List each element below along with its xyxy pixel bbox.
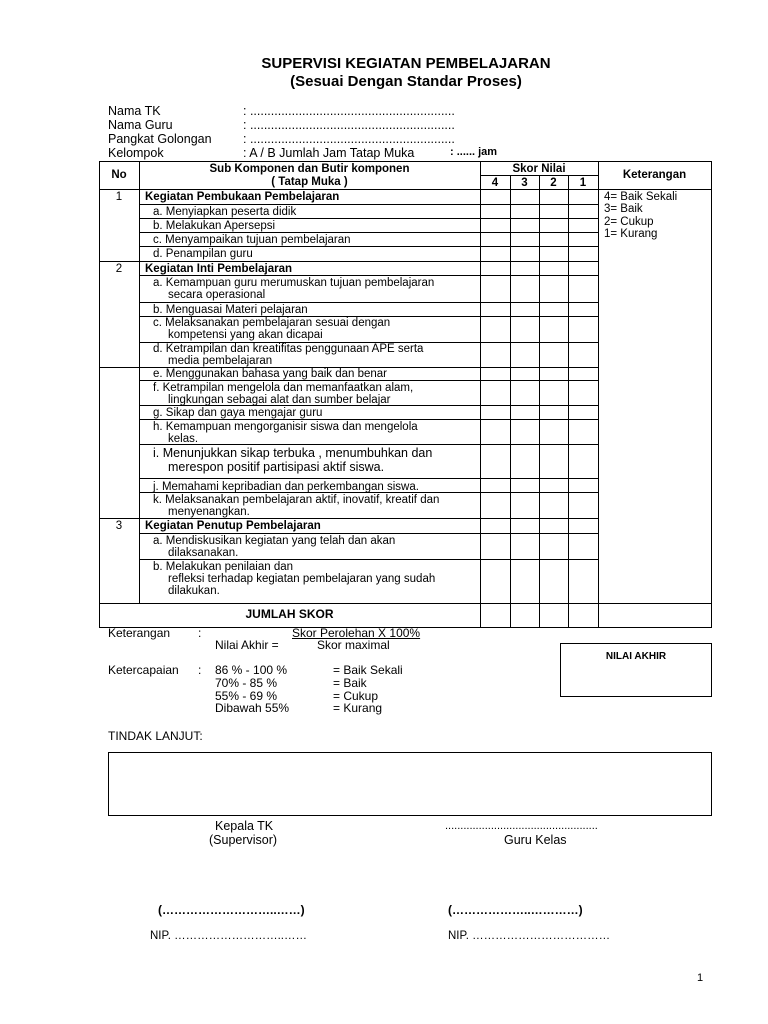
item-2i-line1: i. Menunjukkan sikap terbuka , menumbuhkan dan — [153, 446, 433, 460]
section-no-2: 2 — [115, 263, 123, 275]
item-2k-line2: menyenangkan. — [168, 506, 250, 518]
page-title: SUPERVISI KEGIATAN PEMBELAJARAN — [261, 55, 551, 72]
nilai-akhir-box[interactable] — [560, 643, 712, 697]
header-score-3: 3 — [521, 177, 528, 189]
item-2g: g. Sikap dan gaya mengajar guru — [153, 407, 323, 419]
item-3b-line3: dilakukan. — [168, 585, 220, 597]
header-keterangan: Keterangan — [622, 169, 687, 181]
range-3: Dibawah 55% — [215, 701, 290, 715]
ketercapaian-label: Ketercapaian — [108, 663, 179, 677]
legend-3: 3= Baik — [604, 203, 643, 215]
item-2c-line2: kompetensi yang akan dicapai — [168, 329, 323, 341]
info-value-kelompok: : A / B Jumlah Jam Tatap Muka — [243, 146, 415, 160]
item-2f-line2: lingkungan sebagai alat dan sumber belajar — [168, 394, 391, 406]
info-label-kelompok: Kelompok — [108, 146, 164, 160]
item-3a-line1: a. Mendiskusikan kegiatan yang telah dan akan — [153, 535, 396, 547]
formula-numerator: Skor Perolehan X 100% — [292, 626, 421, 640]
tindak-lanjut-label: TINDAK LANJUT: — [108, 729, 203, 743]
kepala-tk-title: Kepala TK — [215, 819, 274, 833]
legend-2: 2= Cukup — [604, 216, 654, 228]
formula-denominator: Skor maximal — [317, 638, 390, 652]
item-2j: j. Memahami kepribadian dan perkembangan siswa. — [153, 481, 419, 493]
header-sub-komponen: Sub Komponen dan Butir komponen — [209, 163, 410, 175]
item-2b: b. Menguasai Materi pelajaran — [153, 304, 308, 316]
item-2d-line2: media pembelajaran — [168, 355, 273, 367]
keterangan-colon: : — [198, 626, 202, 640]
item-2a-line2: secara operasional — [168, 289, 266, 301]
info-label-nama-tk: Nama TK — [108, 104, 161, 118]
header-score-1: 1 — [579, 177, 587, 189]
item-3b-line1: b. Melakukan penilaian dan — [153, 561, 294, 573]
item-1b: b. Melakukan Apersepsi — [153, 220, 276, 232]
item-2i-line2: merespon positif partisipasi aktif siswa. — [168, 460, 385, 474]
header-score-2: 2 — [550, 177, 557, 189]
item-3b-line2: refleksi terhadap kegiatan pembelajaran yang sudah — [168, 573, 436, 585]
info-label-pangkat: Pangkat Golongan — [108, 132, 212, 146]
item-1c: c. Menyampaikan tujuan pembelajaran — [153, 234, 351, 246]
result-2: = Cukup — [333, 689, 379, 703]
item-1a: a. Menyiapkan peserta didik — [153, 206, 297, 218]
section-title-3: Kegiatan Penutup Pembelajaran — [145, 520, 321, 532]
info-value-nama-tk: : ........................................................... — [243, 104, 455, 118]
header-no: No — [111, 169, 127, 181]
page-number: 1 — [697, 972, 704, 984]
page-subtitle: (Sesuai Dengan Standar Proses) — [290, 73, 522, 90]
result-0: = Baik Sekali — [333, 663, 403, 677]
supervisor-label: (Supervisor) — [209, 833, 278, 847]
kepala-nip: NIP. ………………………..…… — [150, 930, 307, 942]
item-3a-line2: dilaksanakan. — [168, 547, 239, 559]
nilai-akhir-label: Nilai Akhir = — [215, 638, 279, 652]
item-2f-line1: f. Ketrampilan mengelola dan memanfaatkan alam, — [153, 382, 414, 394]
legend-4: 4= Baik Sekali — [604, 191, 678, 203]
info-jam: : ...... jam — [450, 146, 498, 158]
legend-1: 1= Kurang — [604, 228, 658, 240]
info-value-pangkat: : ........................................................... — [243, 132, 455, 146]
info-label-nama-guru: Nama Guru — [108, 118, 173, 132]
keterangan-label: Keterangan — [108, 626, 171, 640]
kepala-name-line: (………………………..……) — [158, 903, 305, 917]
range-0: 86 % - 100 % — [215, 663, 288, 677]
item-2c-line1: c. Melaksanakan pembelajaran sesuai dengan — [153, 317, 391, 329]
guru-name-line: (………………..…………) — [448, 903, 583, 917]
section-no-3: 3 — [115, 520, 123, 532]
info-value-nama-guru: : ........................................................... — [243, 118, 455, 132]
nilai-akhir-box-label: NILAI AKHIR — [605, 651, 667, 662]
item-2a-line1: a. Kemampuan guru merumuskan tujuan pembelajaran — [153, 277, 435, 289]
header-skor-nilai: Skor Nilai — [512, 163, 566, 175]
item-2h-line1: h. Kemampuan mengorganisir siswa dan mengelola — [153, 421, 418, 433]
ketercapaian-colon: : — [198, 663, 202, 677]
guru-kelas-title: Guru Kelas — [504, 833, 567, 847]
item-2h-line2: kelas. — [168, 433, 199, 445]
section-title-2: Kegiatan Inti Pembelajaran — [145, 263, 292, 275]
result-3: = Kurang — [333, 701, 383, 715]
jumlah-skor-label: JUMLAH SKOR — [245, 607, 334, 621]
guru-dots: .................................................. — [445, 820, 598, 832]
item-2e: e. Menggunakan bahasa yang baik dan benar — [153, 368, 388, 380]
header-tatap-muka: ( Tatap Muka ) — [271, 176, 348, 188]
guru-nip: NIP. ……………………………… — [448, 930, 611, 942]
result-1: = Baik — [333, 676, 367, 690]
range-2: 55% - 69 % — [215, 689, 278, 703]
range-1: 70% - 85 % — [215, 676, 278, 690]
section-no-1: 1 — [115, 191, 123, 203]
header-score-4: 4 — [491, 177, 499, 189]
section-title-1: Kegiatan Pembukaan Pembelajaran — [145, 191, 340, 203]
item-2k-line1: k. Melaksanakan pembelajaran aktif, inovatif, kreatif dan — [153, 494, 440, 506]
item-1d: d. Penampilan guru — [153, 248, 253, 260]
item-2d-line1: d. Ketrampilan dan kreatifitas penggunaan APE serta — [153, 343, 424, 355]
tindak-lanjut-box[interactable] — [108, 752, 712, 816]
